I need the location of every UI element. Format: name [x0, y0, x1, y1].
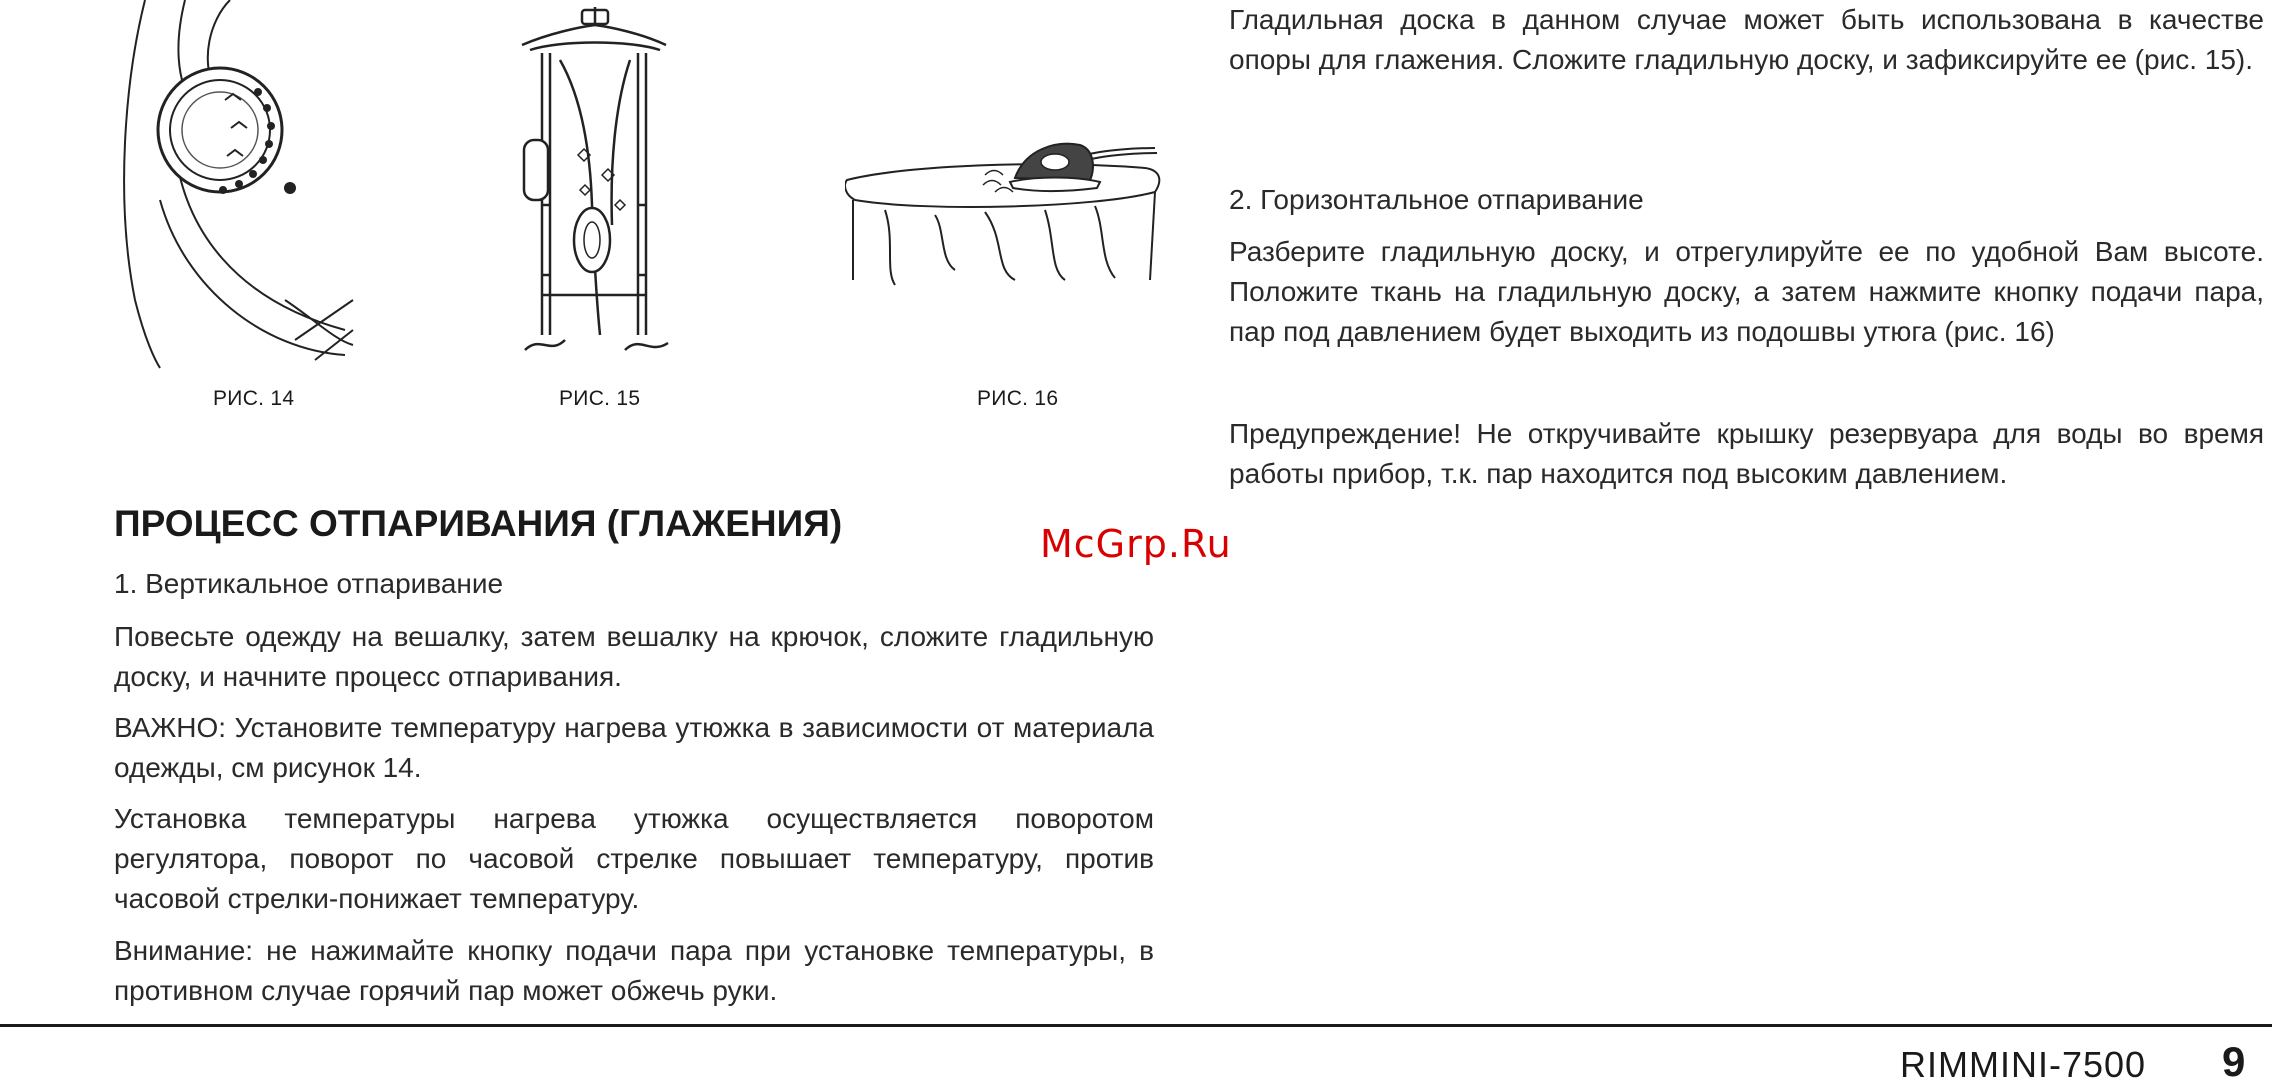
warning-paragraph: Предупреждение! Не откручивайте крышку резервуара для воды во время работы прибор, т.к. пар находится под высоким давлением.: [1229, 418, 2264, 489]
fig15-garment-steamer-stand-illustration: [520, 5, 670, 360]
footer-model-name: RIMMINI-7500: [1900, 1044, 2147, 1085]
important-temperature-paragraph: ВАЖНО: Установите температуру нагрева утюжка в зависимости от материала одежды, см рисунок 14.: [114, 712, 1154, 783]
vertical-steaming-paragraph: Повесьте одежду на вешалку, затем вешалку на крючок, сложите гладильную доску, и начните процесс отпаривания.: [114, 621, 1154, 692]
page-number: 9: [2222, 1038, 2246, 1085]
fig16-iron-on-board-illustration: [845, 130, 1165, 290]
attention-paragraph: Внимание: не нажимайте кнопку подачи пара при установке температуры, в противном случае горячий пар может обжечь руки.: [114, 935, 1154, 1006]
temperature-regulator-paragraph: Установка температуры нагрева утюжка осуществляется поворотом регулятора, поворот по часовой стрелке повышает температуру, против часовой стрелки-понижает температуру.: [114, 803, 1154, 914]
watermark-text: McGrp.Ru: [1040, 522, 1232, 566]
fig14-temperature-dial-illustration: [115, 0, 355, 370]
horizontal-steaming-subheading: 2. Горизонтальное отпаривание: [1229, 184, 1644, 215]
footer-divider: [0, 1024, 2272, 1027]
ironing-board-support-paragraph: Гладильная доска в данном случае может быть использована в качестве опоры для глажения. Сложите гладильную доску, и зафиксируйте ее (рис. 15).: [1229, 4, 2264, 75]
horizontal-steaming-paragraph: Разберите гладильную доску, и отрегулируйте ее по удобной Вам высоте. Положите ткань на гладильную доску, а затем нажмите кнопку подачи пара, пар под давлением будет выходить из подошвы утюга (рис. 16): [1229, 236, 2264, 347]
fig16-caption: РИС. 16: [977, 387, 1059, 410]
vertical-steaming-subheading: 1. Вертикальное отпаривание: [114, 568, 504, 599]
fig14-caption: РИС. 14: [213, 387, 295, 410]
fig15-caption: РИС. 15: [559, 387, 641, 410]
section-heading: ПРОЦЕСС ОТПАРИВАНИЯ (ГЛАЖЕНИЯ): [114, 503, 843, 544]
